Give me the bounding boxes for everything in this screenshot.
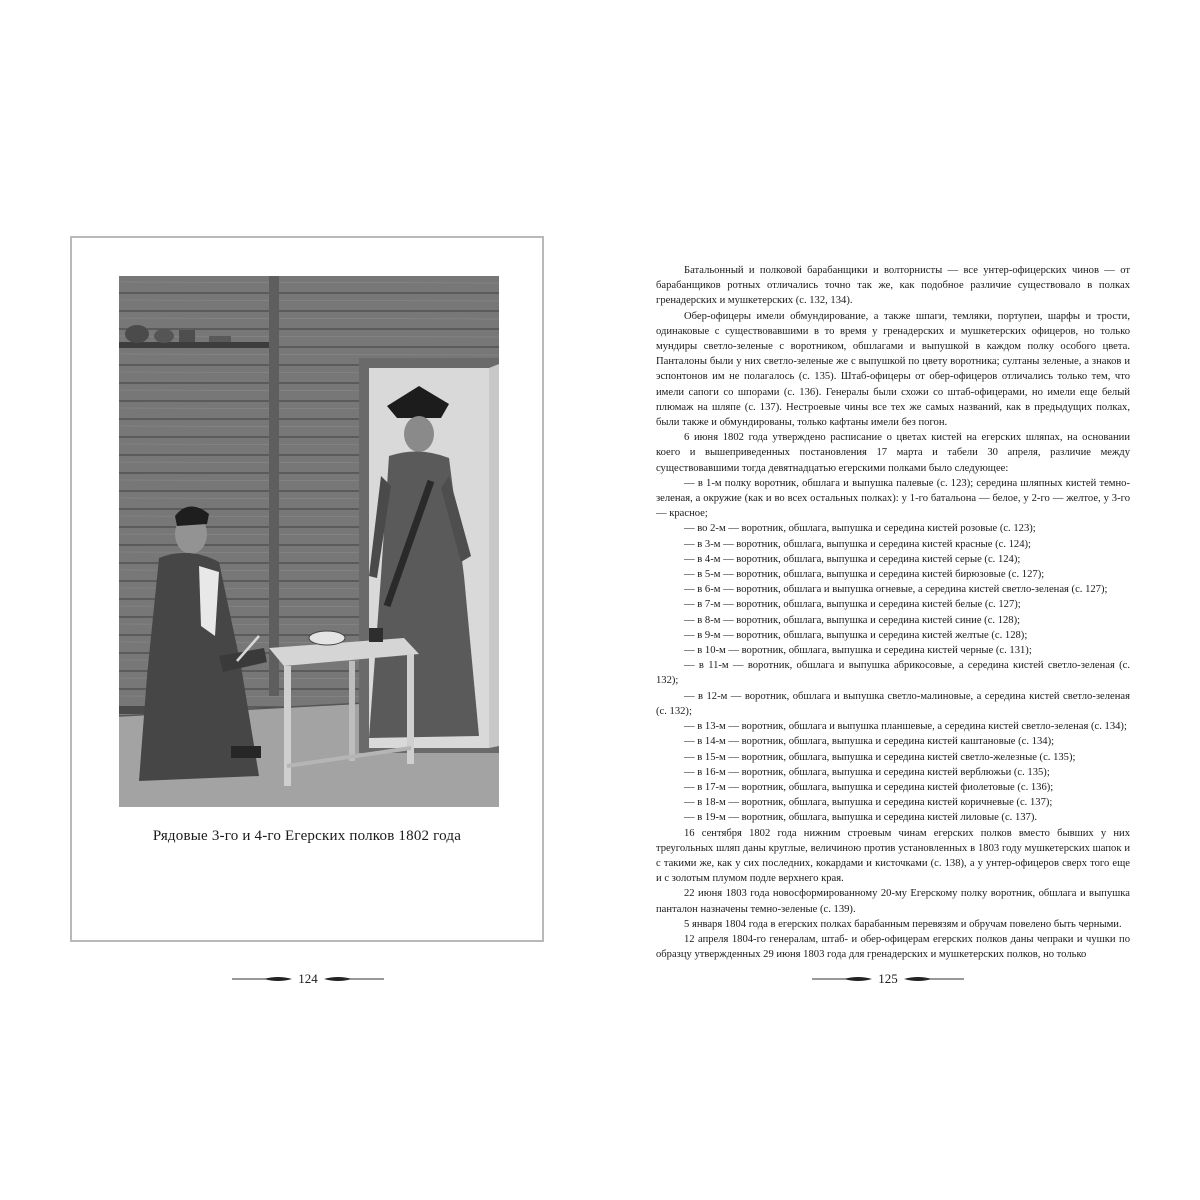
page-number-right: [808, 969, 968, 989]
list-item: — во 2-м — воротник, обшлага, выпушка и середина кистей розовые (с. 123);: [684, 523, 1036, 535]
list-item: — в 13-м — воротник, обшлага и выпушка планшевые, а середина кистей светло-зеленая (с. 134);: [684, 721, 1127, 733]
page-number-text: 124: [298, 971, 318, 986]
paragraph: 22 июня 1803 года новосформированному 20-му Егерскому полку воротник, обшлага и выпушка панталон назначены темно-зеленые (с. 139).: [656, 888, 1130, 915]
list-item: — в 12-м — воротник, обшлага и выпушка светло-малиновые, а середина кистей светло-зеленая (с. 132);: [656, 690, 1130, 717]
list-item: — в 16-м — воротник, обшлага, выпушка и середина кистей верблюжьи (с. 135);: [684, 766, 1050, 778]
page-ornament-right-icon: [904, 975, 964, 983]
page-ornament-left-icon: [232, 975, 292, 983]
list-item: — в 19-м — воротник, обшлага, выпушка и середина кистей лиловые (с. 137).: [684, 812, 1038, 824]
list-item: — в 4-м — воротник, обшлага, выпушка и середина кистей серые (с. 124);: [684, 553, 1021, 565]
list-item: — в 6-м — воротник, обшлага и выпушка огневые, а середина кистей светло-зеленая (с. 127);: [684, 584, 1108, 596]
paragraph: Батальонный и полковой барабанщики и волторнисты — все унтер-офицерских чинов — от барабанщиков ротных отличались точно так же, как подобное различие существовало в полках гренадерских и мушкетерских (с. 132, 134).: [656, 265, 1130, 307]
paragraph: 12 апреля 1804-го генералам, штаб- и обер-офицерам егерских полков даны чепраки и чушки по образцу утвержденных 29 июня 1803 года для гренадерских и мушкетерских полков, но только: [656, 933, 1130, 961]
page-number-text: 125: [878, 971, 898, 986]
list-item: — в 18-м — воротник, обшлага, выпушка и середина кистей коричневые (с. 137);: [684, 797, 1053, 809]
illustration-caption: Рядовые 3-го и 4-го Егерских полков 1802 года: [152, 828, 462, 844]
page-number-left: [228, 969, 388, 989]
engraving-illustration: [119, 276, 499, 807]
page-ornament-left-icon: [812, 975, 872, 983]
list-item: — в 1-м полку воротник, обшлага и выпушка палевые (с. 123); середина шляпных кистей темно-зеленая, а окружие (как и во всех остальных полках): у 1-го батальона — белое, у 2-го — желтое, у 3-го — красное;: [656, 477, 1130, 520]
list-item: — в 14-м — воротник, обшлага, выпушка и середина кистей каштановые (с. 134);: [684, 736, 1055, 748]
list-item: — в 5-м — воротник, обшлага, выпушка и середина кистей бирюзовые (с. 127);: [684, 569, 1045, 581]
page-ornament-right-icon: [324, 975, 384, 983]
list-item: — в 3-м — воротник, обшлага, выпушка и середина кистей красные (с. 124);: [684, 538, 1031, 550]
paragraph: Обер-офицеры имели обмундирование, а также шпаги, темляки, портупеи, шарфы и трости, одинаковые с существовавшими в то время у гренадерских и мушкетерских офицеров, но только мундиры светло-зеленые с воротником, обшлагами и выпушкой в каждом полку особого цвета. Панталоны были у них светло-зеленые же с выпушкой по цвету воротника; султаны зеленые, а знаков и эспонтонов им не полагалось (с. 135). Штаб-офицеры от обер-офицеров отличались только тем, что имели сапоги со шпорами (с. 136). Генералы были схожи со штаб-офицерами, но имели еще белый плюмаж на шляпе (с. 137). Нестроевые чины все тех же самых названий, как в предыдущих полках, были также и обмундированы, только кафтаны имели без погон.: [656, 310, 1130, 429]
list-item: — в 7-м — воротник, обшлага, выпушка и середина кистей белые (с. 127);: [684, 599, 1021, 611]
paragraph: 6 июня 1802 года утверждено расписание о цветах кистей на егерских шляпах, на основании коего и вышеприведенных постановления 17 марта и табели 30 апреля, различие между существовавшими тогда девятнадцатью егерскими полками было следующее:: [656, 432, 1130, 474]
list-item: — в 9-м — воротник, обшлага, выпушка и середина кистей желтые (с. 128);: [684, 629, 1028, 641]
list-item: — в 10-м — воротник, обшлага, выпушка и середина кистей черные (с. 131);: [684, 645, 1032, 657]
page-text: [656, 263, 1130, 962]
illustration-plate: [70, 236, 544, 942]
paragraph: 16 сентября 1802 года нижним строевым чинам егерских полков вместо бывших у них треугольных шляп даны круглые, величиною против установленных в 1803 году мушкетерских шапок и с такими же, как у сих последних, кокардами и кисточками (с. 138), а у унтер-офицеров сверх того еще и с золотым плумом подле верхнего края.: [656, 827, 1130, 885]
engraving-drawing: [119, 276, 499, 807]
list-item: — в 8-м — воротник, обшлага, выпушка и середина кистей синие (с. 128);: [684, 614, 1021, 626]
paragraph: 5 января 1804 года в егерских полках барабанным перевязям и обручам повелено быть черными.: [684, 918, 1122, 930]
list-item: — в 17-м — воротник, обшлага, выпушка и середина кистей фиолетовые (с. 136);: [684, 781, 1054, 793]
list-item: — в 11-м — воротник, обшлага и выпушка абрикосовые, а середина кистей светло-зеленая (с. 132);: [656, 660, 1130, 687]
list-item: — в 15-м — воротник, обшлага, выпушка и середина кистей светло-железные (с. 135);: [684, 751, 1076, 763]
